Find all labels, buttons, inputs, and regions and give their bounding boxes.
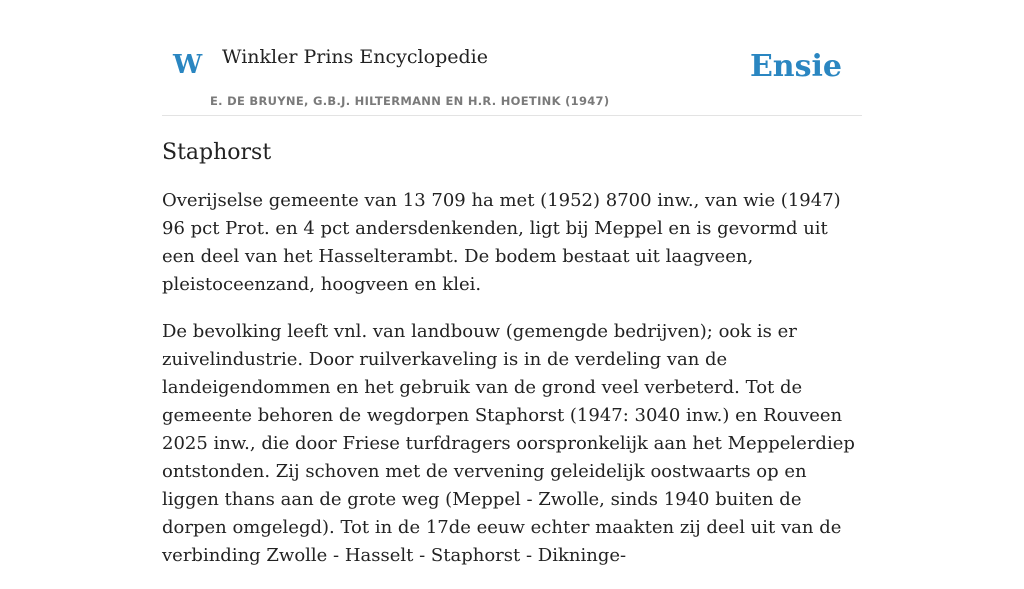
site-header — [162, 40, 862, 116]
site-logo[interactable]: W — [173, 50, 203, 80]
site-title[interactable]: Winkler Prins Encyclopedie — [222, 46, 488, 68]
source-authors: E. DE BRUYNE, G.B.J. HILTERMANN EN H.R. HOETINK (1947) — [210, 94, 610, 108]
article-paragraph: De bevolking leeft vnl. van landbouw (gemengde bedrijven); ook is er zuivelindustrie. Door ruilverkaveling is in de verdeling van de landeigendommen en het gebruik van de grond veel verbeterd. Tot de gemeente behoren de wegdorpen Staphorst (1947: 3040 inw.) en Rouveen 2025 inw., die door Friese turfdragers oorspronkelijk aan het Meppelerdiep ontstonden. Zij schoven met de vervening geleidelijk oostwaarts op en liggen thans aan de grote weg (Meppel - Zwolle, sinds 1940 buiten de dorpen omgelegd). Tot in de 17de eeuw echter maakten zij deel uit van de verbinding Zwolle - Hasselt - Staphorst - Dikninge- — [162, 320, 855, 566]
ensie-brand-link[interactable]: Ensie — [749, 49, 842, 84]
article-title: Staphorst — [162, 140, 272, 165]
article-content — [162, 138, 862, 589]
article-paragraph: Overijselse gemeente van 13 709 ha met (1952) 8700 inw., van wie (1947) 96 pct Prot. en 4 pct andersdenkenden, ligt bij Meppel en is gevormd uit een deel van het Hasselterambt. De bodem bestaat uit laagveen, pleistoceenzand, hoogveen en klei. — [162, 189, 841, 295]
